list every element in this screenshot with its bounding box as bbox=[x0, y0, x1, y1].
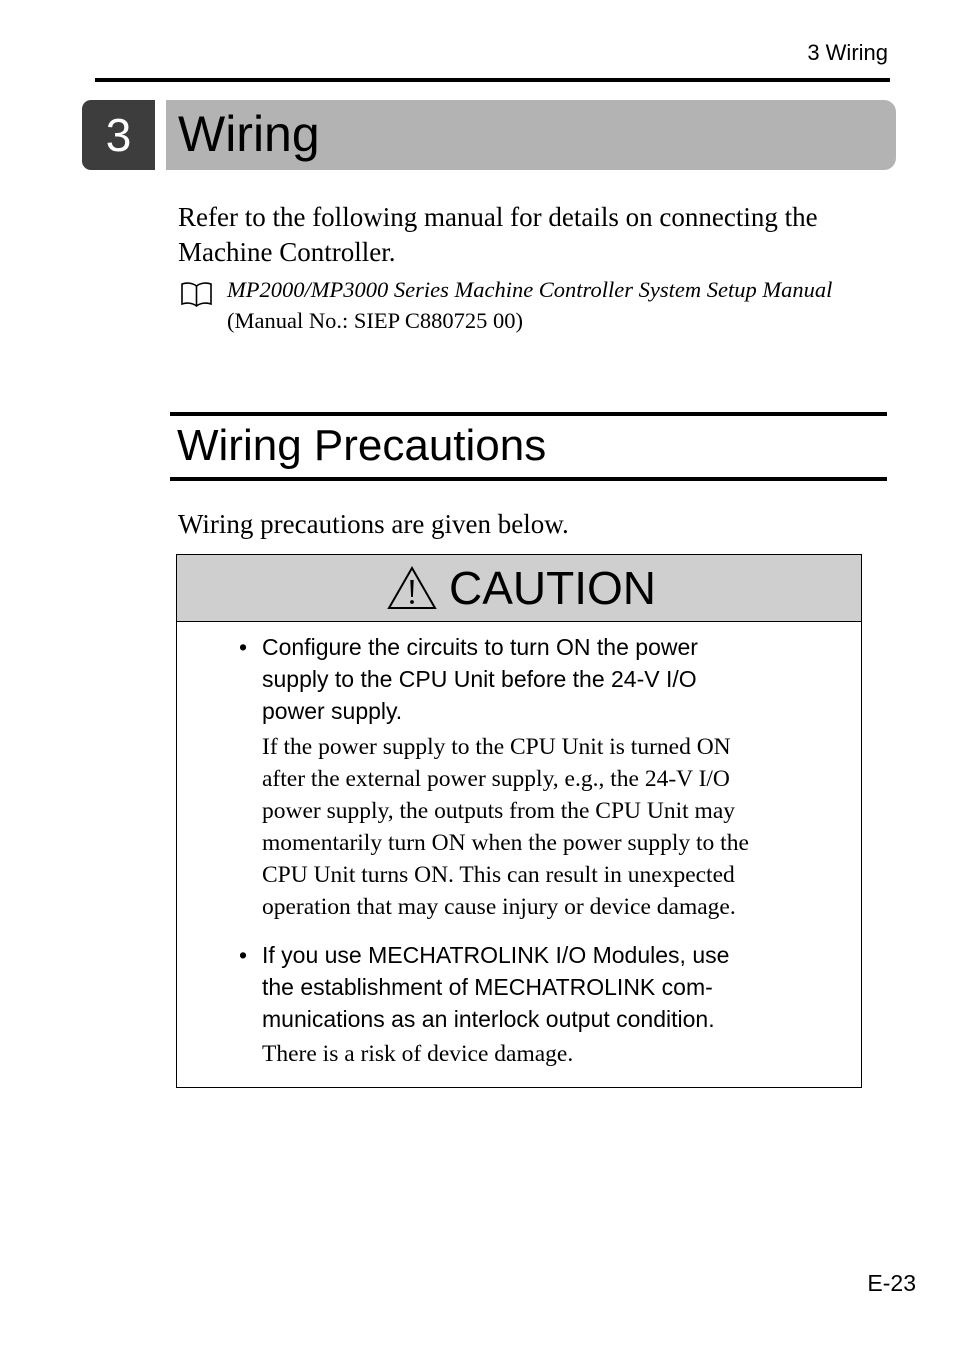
reference-manual-number: (Manual No.: SIEP C880725 00) bbox=[227, 308, 524, 333]
section-rule-bottom bbox=[170, 477, 887, 481]
caution-box bbox=[176, 554, 862, 1088]
text-line: momentarily turn ON when the power supply to the bbox=[262, 830, 749, 856]
text-line: power supply. bbox=[262, 698, 403, 724]
bullet-marker: • bbox=[239, 942, 248, 968]
text-line: Configure the circuits to turn ON the power bbox=[262, 634, 698, 660]
caution-item-2-main bbox=[262, 939, 822, 1035]
caution-item-1-detail bbox=[262, 731, 822, 923]
text-line: the establishment of MECHATROLINK com- bbox=[262, 974, 713, 1000]
text-line: If the power supply to the CPU Unit is turned ON bbox=[262, 734, 731, 760]
page-number: E-23 bbox=[867, 1270, 916, 1296]
text-line: CPU Unit turns ON. This can result in unexpected bbox=[262, 862, 735, 888]
text-line: operation that may cause injury or device damage. bbox=[262, 894, 736, 920]
section-intro: Wiring precautions are given below. bbox=[178, 509, 569, 539]
text-line: after the external power supply, e.g., the 24-V I/O bbox=[262, 766, 730, 792]
header-rule bbox=[95, 78, 890, 82]
section-title: Wiring Precautions bbox=[177, 421, 547, 470]
chapter-number-tab: 3 bbox=[82, 100, 155, 170]
caution-item-1-main bbox=[262, 631, 822, 727]
intro-text: Refer to the following manual for details on connecting the Machine Controller. bbox=[178, 202, 818, 267]
chapter-title: Wiring bbox=[178, 106, 320, 162]
reference-manual-title: MP2000/MP3000 Series Machine Controller System Setup Manual bbox=[227, 277, 833, 302]
running-header: 3 Wiring bbox=[807, 40, 888, 65]
text-line: supply to the CPU Unit before the 24-V I/O bbox=[262, 666, 697, 692]
warning-triangle-icon bbox=[386, 565, 438, 611]
caution-title: CAUTION bbox=[449, 562, 656, 614]
chapter-title-bar bbox=[166, 100, 896, 170]
section-rule-top bbox=[170, 412, 887, 416]
caution-header bbox=[177, 555, 861, 622]
text-line: There is a risk of device damage. bbox=[262, 1041, 574, 1067]
text-line: power supply, the outputs from the CPU Unit may bbox=[262, 798, 736, 824]
caution-item-2-detail bbox=[262, 1038, 822, 1070]
bullet-marker: • bbox=[239, 634, 248, 660]
text-line: munications as an interlock output condition. bbox=[262, 1006, 715, 1032]
book-icon bbox=[180, 281, 213, 307]
text-line: If you use MECHATROLINK I/O Modules, use bbox=[262, 942, 730, 968]
